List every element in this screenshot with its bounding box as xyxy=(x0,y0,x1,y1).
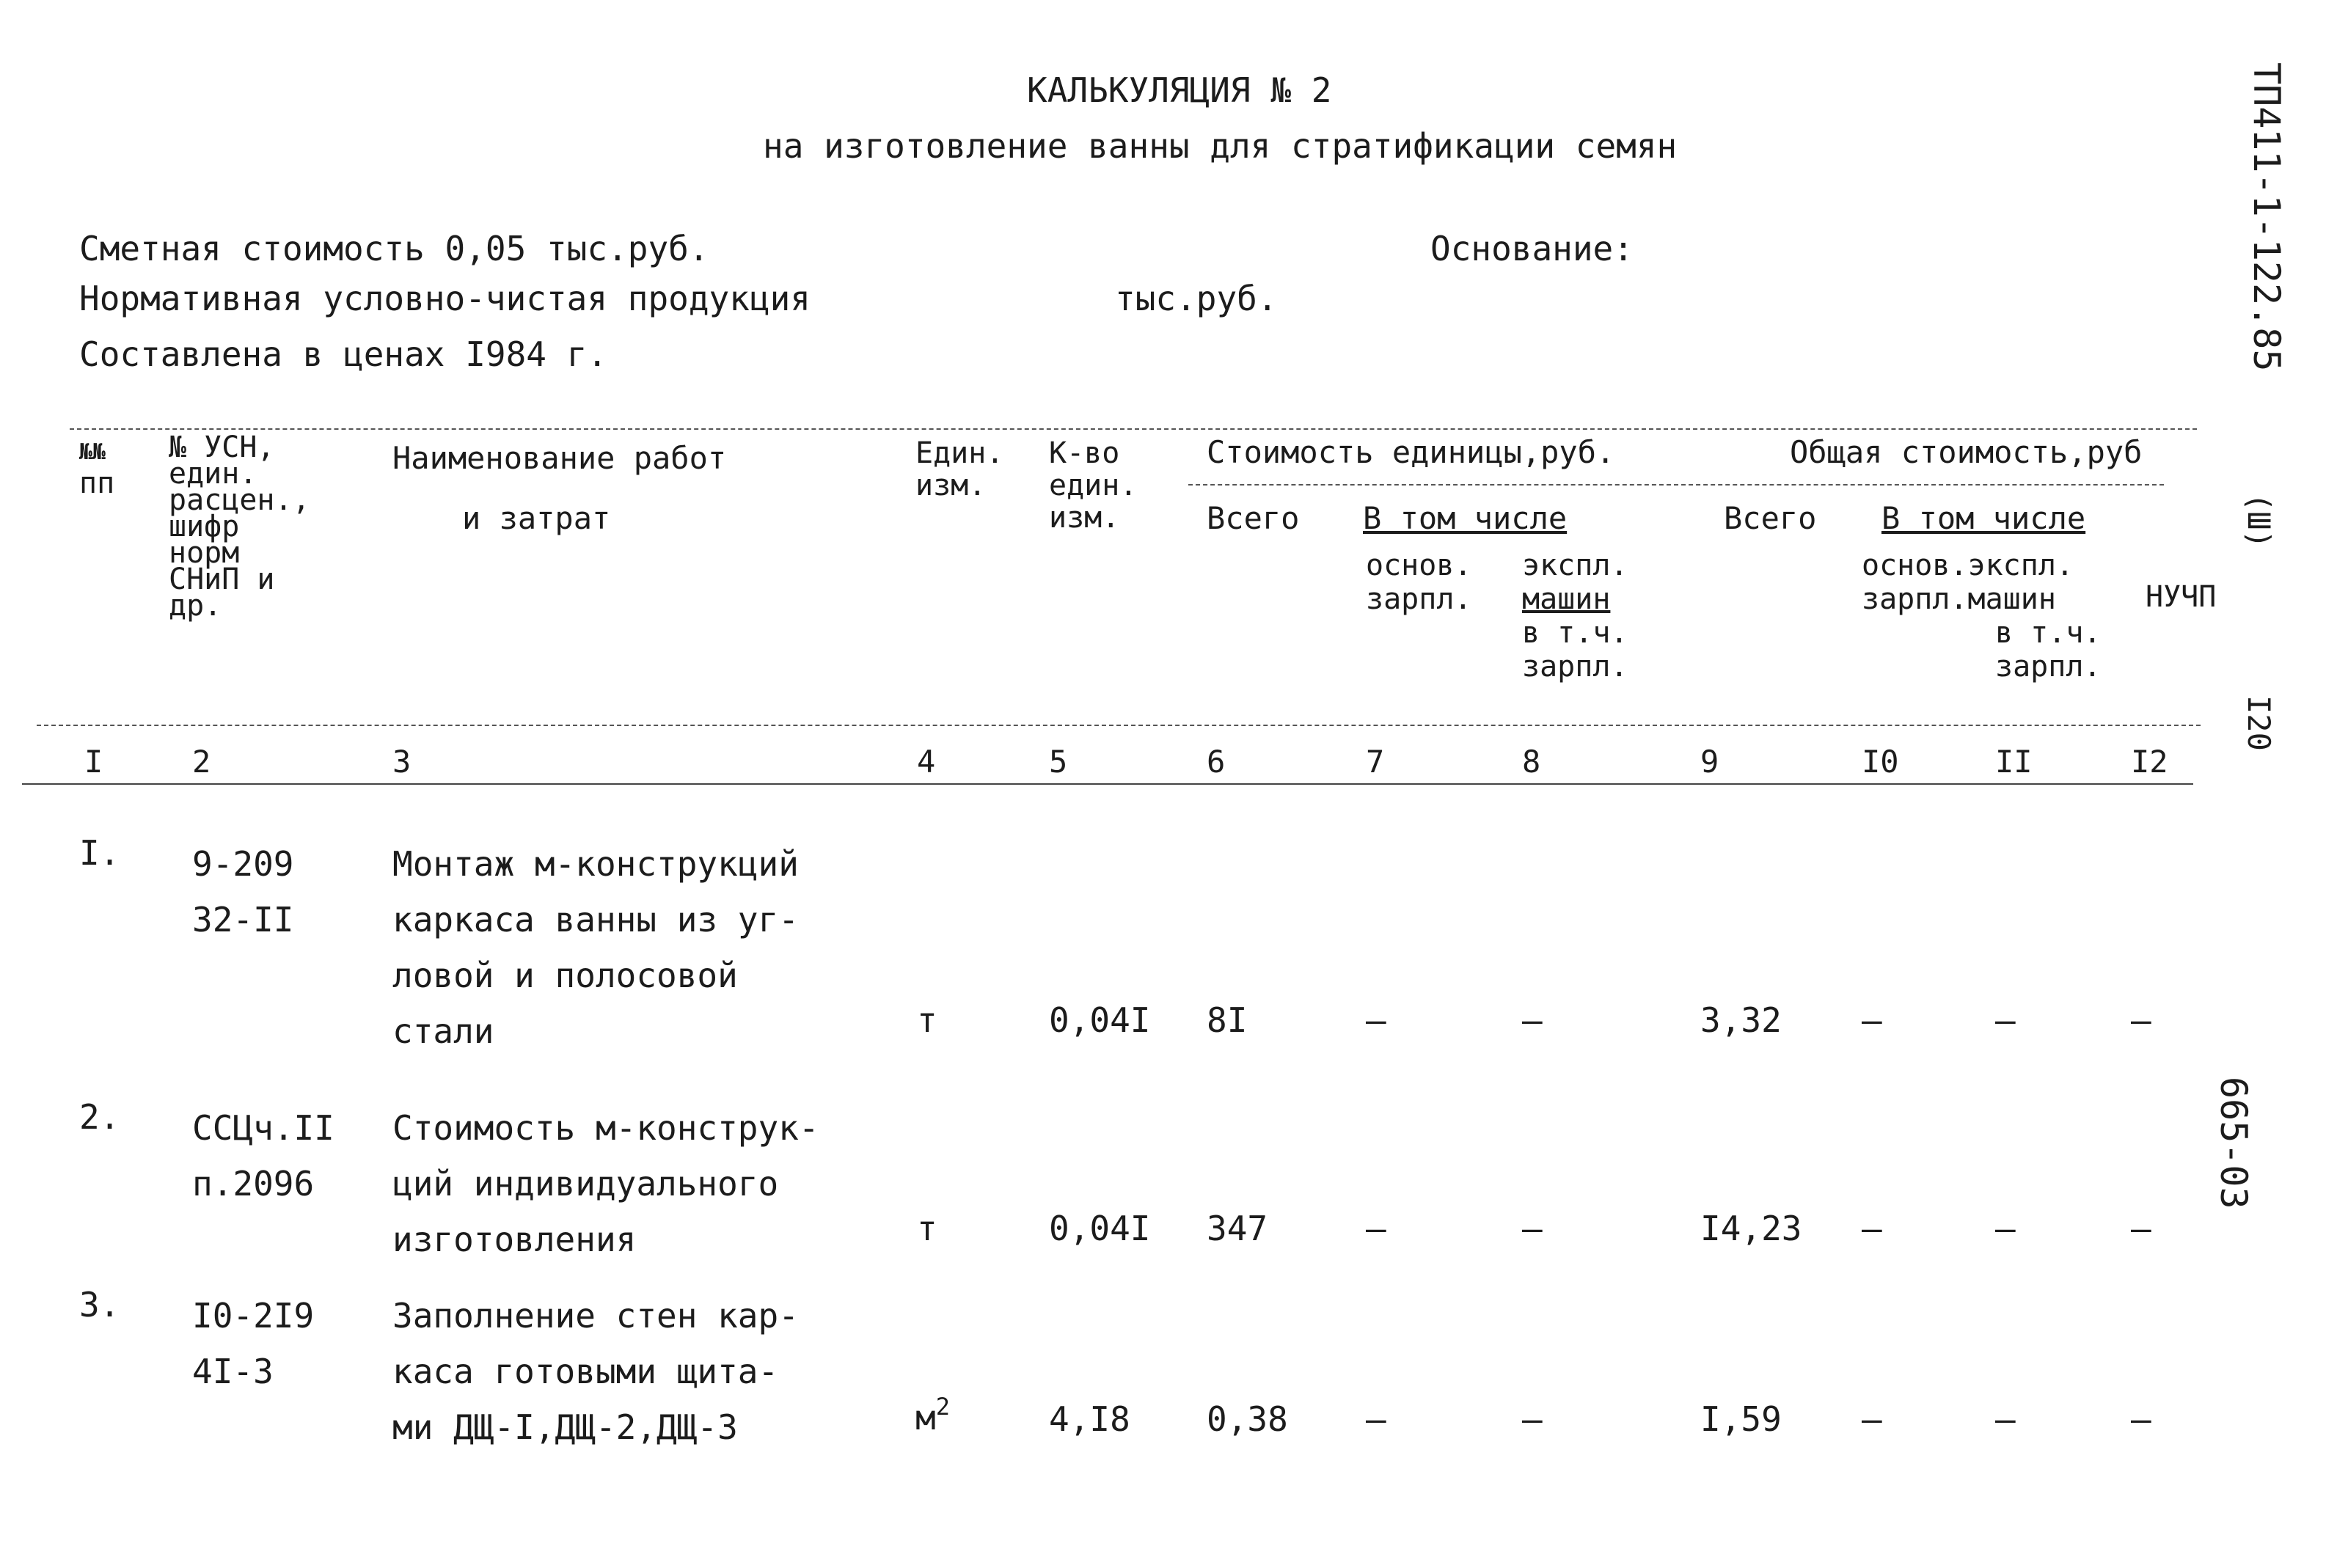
header-total-v-tom-chisle: В том числе xyxy=(1881,500,2086,536)
row-code-line2: п.2096 xyxy=(192,1164,315,1204)
row-number: I. xyxy=(79,833,120,873)
row-unit: т xyxy=(917,1209,937,1248)
col-num-1: I xyxy=(84,744,103,780)
header-total-vsego: Всего xyxy=(1724,500,1817,536)
col-num-2: 2 xyxy=(192,744,211,780)
row-code xyxy=(192,1100,334,1212)
row-code-line2: 4I-3 xyxy=(192,1352,274,1391)
row-total-wage: – xyxy=(1862,1000,1882,1040)
row-total: I,59 xyxy=(1700,1399,1782,1439)
col-num-7: 7 xyxy=(1366,744,1385,780)
document-subtitle: на изготовление ванны для стратификации семян xyxy=(763,126,1678,166)
header-unit-ekspl-line4: зарпл. xyxy=(1522,650,1628,684)
row-total-wage: – xyxy=(1862,1399,1882,1439)
row-total-machines: – xyxy=(1995,1000,2016,1040)
header-total-ekspl-sub-line1: в т.ч. xyxy=(1995,616,2102,650)
row-name-line3: ми ДЩ-I,ДЩ-2,ДЩ-3 xyxy=(392,1407,738,1447)
col-num-10: I0 xyxy=(1862,744,1899,780)
header-quantity-line2: един. xyxy=(1049,469,1138,502)
row-unit-wage: – xyxy=(1366,1000,1386,1040)
row-number: 3. xyxy=(79,1285,120,1325)
row-name-line1: Стоимость м-конструк- xyxy=(392,1108,819,1148)
row-code-line1: 9-209 xyxy=(192,844,294,884)
col-num-9: 9 xyxy=(1700,744,1719,780)
row-code-line2: 32-II xyxy=(192,900,294,939)
row-unit-wage: – xyxy=(1366,1209,1386,1248)
header-code-line6: СНиП и xyxy=(169,563,275,596)
header-unit-osnov-line1: основ. xyxy=(1366,549,1472,582)
row-name-line3: ловой и полосовой xyxy=(392,956,738,995)
project-code-stamp: ТП411-1-122.85 xyxy=(2245,62,2288,372)
col-num-5: 5 xyxy=(1049,744,1068,780)
row-name xyxy=(392,1100,819,1267)
row-unit-base: м xyxy=(915,1398,936,1437)
row-code-line1: I0-2I9 xyxy=(192,1296,315,1336)
row-total-machines: – xyxy=(1995,1209,2016,1248)
row-unit-total: 0,38 xyxy=(1207,1399,1288,1439)
col-num-3: 3 xyxy=(392,744,412,780)
row-code-line1: ССЦч.II xyxy=(192,1108,334,1148)
header-unit-ekspl xyxy=(1522,549,1628,684)
prices-year: Составлена в ценах I984 г. xyxy=(79,334,608,374)
header-unit-ekspl-line2: машин xyxy=(1522,582,1611,616)
header-quantity-line1: К-во xyxy=(1049,436,1120,470)
row-unit-machines: – xyxy=(1522,1000,1543,1040)
header-bottom-rule xyxy=(37,725,2201,726)
header-unit-v-tom-chisle: В том числе xyxy=(1363,500,1568,536)
row-unit-machines: – xyxy=(1522,1399,1543,1439)
col-num-8: 8 xyxy=(1522,744,1541,780)
row-total-machines: – xyxy=(1995,1399,2016,1439)
estimated-cost: Сметная стоимость 0,05 тыс.руб. xyxy=(79,229,709,268)
header-unit-ekspl-line1: экспл. xyxy=(1522,549,1628,582)
page-number-stamp: I20 xyxy=(2241,695,2277,751)
basis-label: Основание: xyxy=(1430,229,1634,268)
row-name-line1: Монтаж м-конструкций xyxy=(392,844,799,884)
row-total-wage: – xyxy=(1862,1209,1882,1248)
normative-unit: тыс.руб. xyxy=(1115,279,1278,318)
header-code xyxy=(169,431,310,623)
header-code-line3: расцен., xyxy=(169,483,310,517)
header-total-osnov-ekspl xyxy=(1862,549,2074,616)
header-nuchp: НУЧП xyxy=(2146,580,2217,614)
row-unit-total: 8I xyxy=(1207,1000,1248,1040)
row-name-line2: каса готовыми щита- xyxy=(392,1352,779,1391)
header-work-name: Наименование работ xyxy=(392,440,727,476)
header-unit-osnov xyxy=(1366,549,1472,616)
header-row-number xyxy=(79,437,114,499)
normative-label: Нормативная условно-чистая продукция xyxy=(79,279,811,318)
row-number: 2. xyxy=(79,1097,120,1137)
row-unit-exponent: 2 xyxy=(935,1393,950,1421)
row-name-line2: каркаса ванны из уг- xyxy=(392,900,799,939)
header-unit xyxy=(915,437,1003,502)
row-quantity: 0,04I xyxy=(1049,1000,1151,1040)
header-unit-line1: Един. xyxy=(915,436,1004,470)
header-work-name-line2: и затрат xyxy=(462,500,611,536)
header-total-ekspl-sub xyxy=(1995,616,2102,684)
header-total-ekspl-sub-line2: зарпл. xyxy=(1995,650,2102,684)
row-name-line3: изготовления xyxy=(392,1220,637,1259)
header-code-line1: № УСН, xyxy=(169,431,275,464)
table-top-rule xyxy=(70,428,2197,430)
row-nuchp: – xyxy=(2131,1399,2151,1439)
col-num-4: 4 xyxy=(917,744,936,780)
document-title: КАЛЬКУЛЯЦИЯ № 2 xyxy=(1027,70,1332,110)
album-number-stamp: 665-03 xyxy=(2212,1077,2255,1209)
header-unit-osnov-line2: зарпл. xyxy=(1366,582,1472,616)
row-quantity: 4,I8 xyxy=(1049,1399,1130,1439)
row-unit-machines: – xyxy=(1522,1209,1543,1248)
header-total-osnov-ekspl-line2: зарпл.машин xyxy=(1862,582,2056,616)
unit-cost-underline xyxy=(1188,484,2164,486)
header-unit-cost: Стоимость единицы,руб. xyxy=(1207,434,1615,470)
row-nuchp: – xyxy=(2131,1209,2151,1248)
row-name-line2: ций индивидуального xyxy=(392,1164,779,1204)
row-quantity: 0,04I xyxy=(1049,1209,1151,1248)
row-unit: т xyxy=(917,1000,937,1040)
header-code-line5: норм xyxy=(169,536,240,570)
header-unit-ekspl-line3: в т.ч. xyxy=(1522,616,1628,650)
row-nuchp: – xyxy=(2131,1000,2151,1040)
column-numbers-rule xyxy=(22,783,2193,785)
row-total: 3,32 xyxy=(1700,1000,1782,1040)
header-unit-line2: изм. xyxy=(915,469,987,502)
header-quantity-line3: изм. xyxy=(1049,501,1120,535)
col-num-11: II xyxy=(1995,744,2033,780)
row-code xyxy=(192,836,293,948)
row-name xyxy=(392,1288,799,1455)
header-quantity xyxy=(1049,437,1137,534)
header-unit-vsego: Всего xyxy=(1207,500,1300,536)
header-total-osnov-ekspl-line1: основ.экспл. xyxy=(1862,549,2074,582)
header-code-line4: шифр xyxy=(169,510,240,543)
col-num-6: 6 xyxy=(1207,744,1226,780)
header-code-line2: един. xyxy=(169,457,257,491)
col-num-12: I2 xyxy=(2131,744,2168,780)
header-row-number-line2: пп xyxy=(79,466,115,500)
sheet-mark-stamp: (Ш) xyxy=(2241,493,2277,549)
header-code-line7: др. xyxy=(169,589,222,623)
row-code xyxy=(192,1288,314,1399)
row-name-line1: Заполнение стен кар- xyxy=(392,1296,799,1336)
header-row-number-line1: №№ xyxy=(79,439,106,465)
header-total-cost: Общая стоимость,руб xyxy=(1790,434,2143,470)
row-unit-wage: – xyxy=(1366,1399,1386,1439)
row-name xyxy=(392,836,799,1059)
row-name-line4: стали xyxy=(392,1011,494,1051)
row-unit xyxy=(915,1393,950,1437)
row-total: I4,23 xyxy=(1700,1209,1802,1248)
row-unit-total: 347 xyxy=(1207,1209,1268,1248)
